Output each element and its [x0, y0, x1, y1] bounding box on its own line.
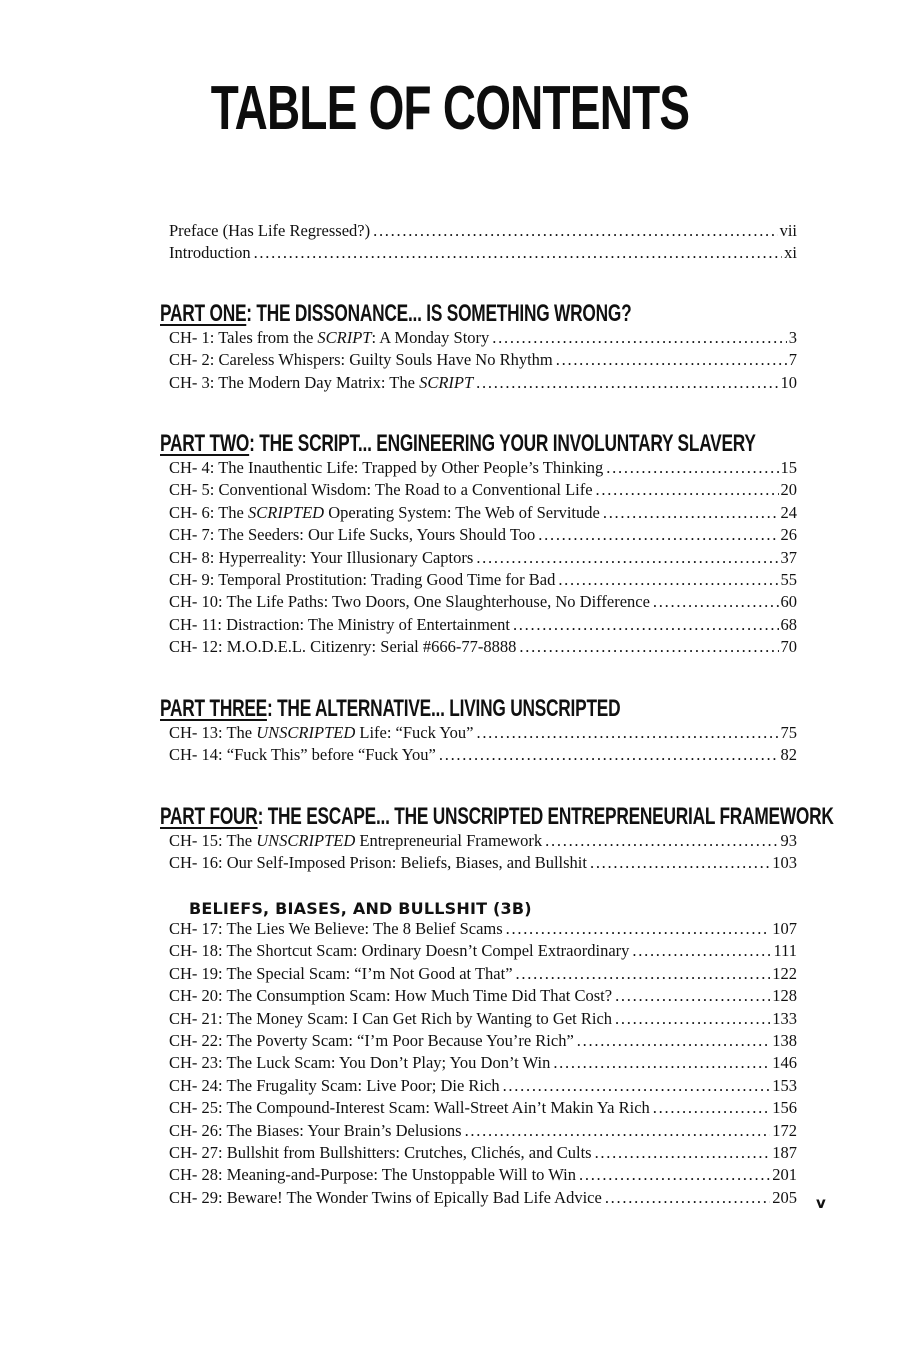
toc-entry [169, 1187, 797, 1209]
entry-page: 93 [780, 831, 797, 850]
dot-leader [629, 940, 771, 962]
entry-label: CH- 19: The Special Scam: “I’m Not Good at That” [169, 963, 513, 983]
entry-page: vii [779, 221, 797, 240]
toc-entry [169, 547, 797, 569]
entry-page: 201 [772, 1165, 797, 1185]
part-label: PART FOUR [160, 803, 258, 830]
entry-page: 24 [780, 502, 797, 522]
entry-label: CH- 21: The Money Scam: I Can Get Rich by Wanting to Get Rich [169, 1008, 613, 1028]
dot-leader [513, 963, 771, 985]
dot-leader [576, 1164, 770, 1186]
toc-entry [169, 918, 797, 940]
entry-label: CH- 10: The Life Paths: Two Doors, One Slaughterhouse, No Difference [169, 592, 650, 612]
entry-page: 138 [772, 1031, 797, 1050]
dot-leader [593, 479, 779, 501]
toc-entry [169, 722, 797, 744]
entry-page: 82 [780, 745, 797, 765]
part-label: PART THREE [160, 695, 267, 722]
part-label: PART ONE [160, 300, 247, 327]
toc-entry [169, 614, 797, 636]
dot-leader [550, 1052, 770, 1074]
part-title: : THE ALTERNATIVE... LIVING UNSCRIPTED [266, 695, 621, 722]
entry-label: CH- 11: Distraction: The Ministry of Entertainment [169, 614, 510, 634]
entry-label: Preface (Has Life Regressed?) [169, 221, 371, 240]
dot-leader [542, 830, 778, 852]
entry-label: CH- 27: Bullshit from Bullshitters: Crutches, Clichés, and Cults [169, 1143, 592, 1162]
dot-leader [574, 1030, 770, 1052]
toc-entry [169, 479, 797, 501]
entry-page: 103 [772, 853, 797, 873]
toc-entry [169, 852, 797, 874]
entry-page: 37 [780, 547, 797, 567]
entry-label: CH- 1: Tales from the SCRIPT: A Monday Story [169, 328, 490, 347]
dot-leader [500, 1075, 771, 1097]
toc-entry [169, 349, 797, 371]
toc-entry [169, 1030, 797, 1052]
part-heading [160, 300, 631, 328]
toc-entry-preface [169, 220, 797, 242]
entry-label: CH- 3: The Modern Day Matrix: The SCRIPT [169, 372, 474, 392]
dot-leader [436, 744, 779, 766]
toc-entry [169, 591, 797, 613]
entry-page: 20 [780, 480, 797, 500]
dot-leader [251, 242, 783, 264]
toc-entry [169, 524, 797, 546]
dot-leader [516, 636, 778, 658]
toc-entry [169, 569, 797, 591]
entry-page: 172 [772, 1120, 797, 1140]
dot-leader [553, 349, 787, 371]
entry-label: CH- 7: The Seeders: Our Life Sucks, Yours Should Too [169, 525, 536, 545]
entry-label: Introduction [169, 243, 251, 262]
entry-page: 70 [780, 637, 797, 657]
entry-label: CH- 23: The Luck Scam: You Don’t Play; You Don’t Win [169, 1053, 551, 1073]
part-heading [160, 803, 834, 831]
entry-page: 122 [772, 963, 797, 983]
dot-leader [587, 852, 770, 874]
entry-page: 68 [780, 614, 797, 634]
toc-entry [169, 744, 797, 766]
dot-leader [555, 569, 778, 591]
entry-label: CH- 25: The Compound-Interest Scam: Wall-Street Ain’t Makin Ya Rich [169, 1098, 650, 1118]
entry-page: 55 [780, 570, 797, 589]
dot-leader [489, 327, 786, 349]
dot-leader [462, 1120, 771, 1142]
dot-leader [535, 524, 778, 546]
dot-leader [612, 985, 770, 1007]
toc-entry [169, 830, 797, 852]
toc-entry [169, 1120, 797, 1142]
part-heading [160, 430, 756, 458]
entry-label: CH- 15: The UNSCRIPTED Entrepreneurial Framework [169, 831, 543, 850]
toc-entry-introduction [169, 242, 797, 264]
dot-leader [503, 918, 771, 940]
entry-page: 107 [772, 919, 797, 938]
dot-leader [650, 591, 779, 613]
dot-leader [650, 1097, 770, 1119]
entry-label: CH- 28: Meaning-and-Purpose: The Unstoppable Will to Win [169, 1165, 576, 1185]
entry-page: 3 [788, 328, 797, 347]
toc-entry [169, 327, 797, 349]
page-number: v [816, 1194, 826, 1212]
page-title: TABLE OF CONTENTS [210, 74, 690, 143]
entry-page: xi [784, 243, 797, 262]
entry-page: 156 [772, 1098, 797, 1118]
entry-page: 10 [780, 372, 797, 392]
entry-label: CH- 8: Hyperreality: Your Illusionary Captors [169, 547, 474, 567]
toc-entry [169, 963, 797, 985]
entry-page: 133 [772, 1008, 797, 1028]
subsection-heading: BELIEFS, BIASES, AND BULLSHIT (3B) [189, 899, 532, 918]
part-title: : THE SCRIPT... ENGINEERING YOUR INVOLUNTARY SLAVERY [249, 430, 756, 457]
toc-entry [169, 1008, 797, 1030]
entry-page: 205 [772, 1187, 797, 1207]
dot-leader [600, 502, 779, 524]
dot-leader [370, 220, 777, 242]
toc-entry [169, 940, 797, 962]
entry-label: CH- 9: Temporal Prostitution: Trading Good Time for Bad [169, 570, 556, 589]
entry-page: 146 [772, 1053, 797, 1073]
dot-leader [612, 1008, 770, 1030]
entry-label: CH- 17: The Lies We Believe: The 8 Belief Scams [169, 919, 503, 938]
entry-label: CH- 4: The Inauthentic Life: Trapped by Other People’s Thinking [169, 458, 604, 477]
toc-entry [169, 1142, 797, 1164]
entry-page: 7 [788, 350, 797, 370]
entry-label: CH- 29: Beware! The Wonder Twins of Epically Bad Life Advice [169, 1187, 602, 1207]
entry-label: CH- 22: The Poverty Scam: “I’m Poor Because You’re Rich” [169, 1031, 574, 1050]
toc-entry [169, 1164, 797, 1186]
toc-entry [169, 985, 797, 1007]
entry-page: 153 [772, 1075, 797, 1095]
entry-label: CH- 5: Conventional Wisdom: The Road to a Conventional Life [169, 480, 593, 500]
toc-entry [169, 372, 797, 394]
entry-page: 128 [772, 986, 797, 1006]
toc-entry [169, 502, 797, 524]
dot-leader [473, 372, 778, 394]
entry-label: CH- 13: The UNSCRIPTED Life: “Fuck You” [169, 723, 474, 742]
entry-page: 60 [780, 592, 797, 612]
dot-leader [603, 457, 778, 479]
entry-page: 15 [780, 458, 797, 477]
toc-entry [169, 1075, 797, 1097]
dot-leader [473, 547, 778, 569]
entry-page: 75 [780, 723, 797, 742]
part-title: : THE ESCAPE... THE UNSCRIPTED ENTREPRENEURIAL FRAMEWORK [257, 803, 834, 830]
entry-page: 111 [773, 941, 797, 961]
dot-leader [602, 1187, 770, 1209]
entry-page: 187 [772, 1143, 797, 1162]
part-label: PART TWO [160, 430, 250, 457]
entry-label: CH- 2: Careless Whispers: Guilty Souls Have No Rhythm [169, 350, 553, 370]
entry-label: CH- 26: The Biases: Your Brain’s Delusions [169, 1120, 462, 1140]
toc-entry [169, 1097, 797, 1119]
entry-label: CH- 20: The Consumption Scam: How Much Time Did That Cost? [169, 986, 613, 1006]
toc-entry [169, 636, 797, 658]
dot-leader [510, 614, 779, 636]
entry-page: 26 [780, 525, 797, 545]
entry-label: CH- 6: The SCRIPTED Operating System: The Web of Servitude [169, 502, 600, 522]
entry-label: CH- 16: Our Self-Imposed Prison: Beliefs, Biases, and Bullshit [169, 853, 587, 873]
part-title: : THE DISSONANCE... IS SOMETHING WRONG? [246, 300, 632, 327]
toc-entry [169, 457, 797, 479]
entry-label: CH- 18: The Shortcut Scam: Ordinary Doesn’t Compel Extraordinary [169, 941, 630, 961]
entry-label: CH- 24: The Frugality Scam: Live Poor; Die Rich [169, 1075, 500, 1095]
part-heading [160, 695, 620, 723]
toc-entry [169, 1052, 797, 1074]
entry-label: CH- 14: “Fuck This” before “Fuck You” [169, 745, 436, 765]
dot-leader [592, 1142, 771, 1164]
entry-label: CH- 12: M.O.D.E.L. Citizenry: Serial #666-77-8888 [169, 637, 517, 657]
dot-leader [473, 722, 778, 744]
